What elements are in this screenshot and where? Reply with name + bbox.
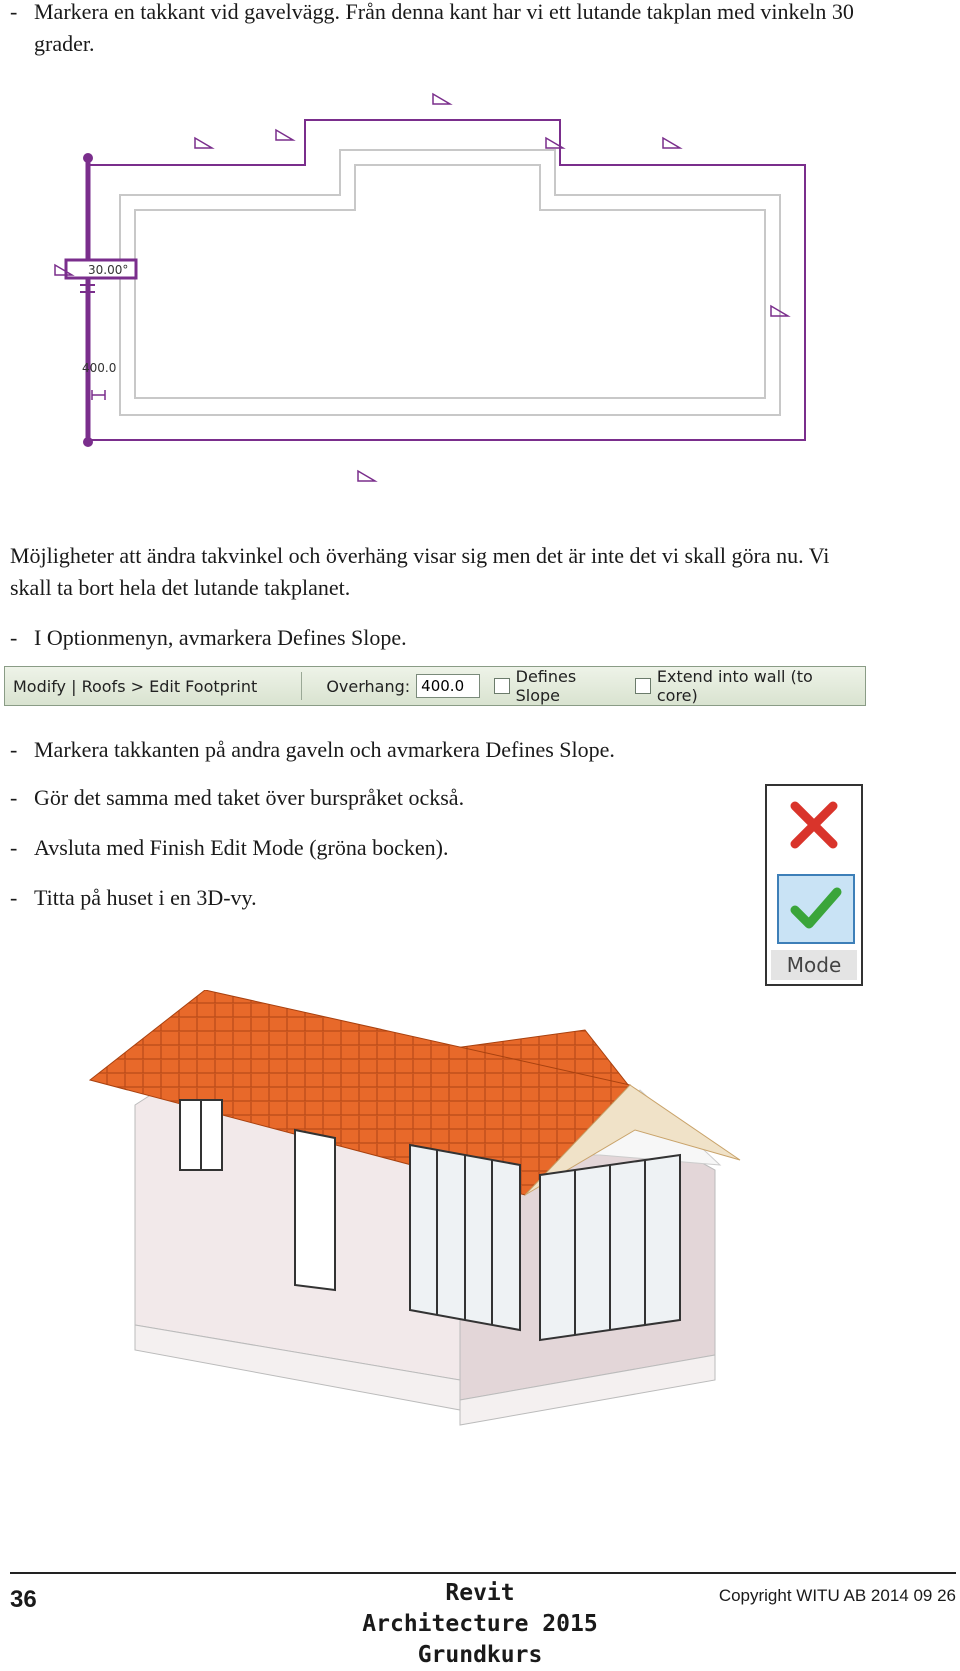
step-4: - Gör det samma med taket över burspråket också. [10,782,750,814]
overhang-input[interactable] [416,674,480,698]
options-bar [4,666,866,706]
overhang-label: 400.0 [82,361,117,375]
info-paragraph: Möjligheter att ändra takvinkel och överhäng visar sig men det är inte det vi skall göra nu. Vi skall ta bort hela det lutande takplanet. [10,543,830,600]
extend-into-wall-checkbox[interactable] [635,678,650,694]
book-title-line-2: Architecture 2015 [362,1611,598,1637]
slope-triangle-icon [358,471,375,481]
mode-panel [765,784,863,986]
finish-edit-mode-button[interactable] [777,874,855,944]
page-number: 36 [10,1586,37,1613]
glazed-wall-front [410,1145,520,1330]
step-2: - I Optionmenyn, avmarkera Defines Slope. [10,622,860,654]
mode-label: Mode [771,950,857,980]
house-3d-view [80,990,800,1450]
step-6: - Titta på huset i en 3D-vy. [10,882,750,914]
options-breadcrumb: Modify | Roofs > Edit Footprint [13,676,258,696]
step-1: - Markera en takkant vid gavelvägg. Från denna kant har vi ett lutande takplan med vinkeln 30 grader. [10,0,860,60]
step-5-text: Avsluta med Finish Edit Mode (gröna bocken). [34,835,449,860]
glazed-wall-bay [540,1155,680,1340]
green-check-icon [779,876,853,942]
book-title-line-1: Revit [445,1580,515,1606]
roof-footprint-plan[interactable] [40,80,840,520]
slope-triangle-icon [433,94,450,104]
copyright: Copyright WITU AB 2014 09 26 [718,1586,956,1605]
overhang-field-label: Overhang: [326,676,411,696]
slope-angle-label: 30.00° [88,263,129,277]
inner-wall-line [135,165,765,398]
step-3: - Markera takkanten på andra gaveln och avmarkera Defines Slope. [10,734,750,766]
step-3-text: Markera takkanten på andra gaveln och avmarkera Defines Slope. [34,737,615,762]
extend-into-wall-label[interactable]: Extend into wall (to core) [656,667,813,705]
step-5: - Avsluta med Finish Edit Mode (gröna bocken). [10,832,750,864]
defines-slope-label[interactable]: Defines Slope [515,667,577,705]
slope-markers [55,94,788,481]
step-1-text: Markera en takkant vid gavelvägg. Från denna kant har vi ett lutande takplan med vinkeln 30 grader. [34,0,854,56]
step-6-text: Titta på huset i en 3D-vy. [34,885,257,910]
slope-triangle-icon [195,138,212,148]
step-2-text: I Optionmenyn, avmarkera Defines Slope. [34,625,407,650]
options-separator [301,672,302,700]
outer-wall-line [120,150,780,415]
door [295,1130,335,1290]
slope-triangle-icon [276,130,293,140]
step-4-text: Gör det samma med taket över burspråket också. [34,785,465,810]
dimension-marker-icon [92,390,105,400]
selected-gable-edge[interactable] [83,153,93,447]
red-x-icon[interactable] [789,798,839,852]
book-title-line-3: Grundkurs [417,1642,543,1668]
footer-rule [10,1572,956,1574]
roof-footprint-outline [88,120,805,440]
slope-triangle-icon [663,138,680,148]
book-title [330,1578,630,1671]
defines-slope-checkbox[interactable] [494,678,509,694]
